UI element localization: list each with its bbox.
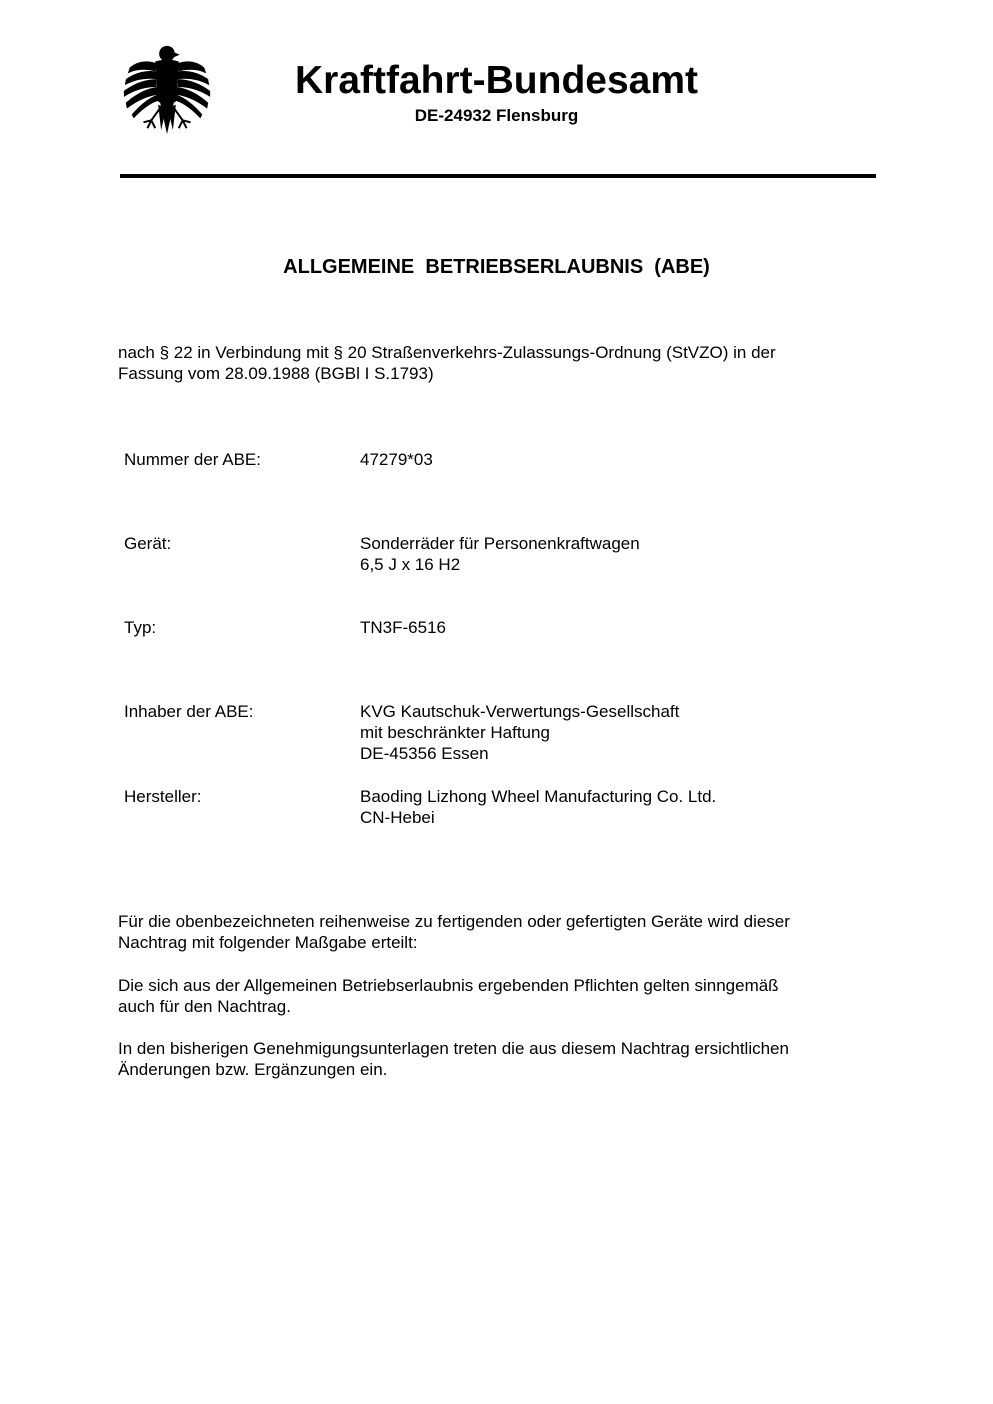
body-paragraph-line: Nachtrag mit folgender Maßgabe erteilt: [118,933,418,952]
organization-address: DE-24932 Flensburg [414,106,579,125]
device-value [360,533,640,575]
abe-number-value: 47279*03 [360,450,433,469]
manufacturer-value-line: CN-Hebei [360,808,435,827]
legal-basis-paragraph [118,342,858,384]
body-paragraph-line: auch für den Nachtrag. [118,997,291,1016]
holder-label: Inhaber der ABE: [124,702,254,721]
body-paragraph-line: In den bisherigen Genehmigungsunterlagen treten die aus diesem Nachtrag ersichtlichen [118,1039,789,1058]
body-paragraph [118,975,858,1017]
body-paragraph-line: Für die obenbezeichneten reihenweise zu fertigenden oder gefertigten Geräte wird dieser [118,912,790,931]
body-paragraph [118,911,858,953]
organization-name: Kraftfahrt-Bundesamt [294,59,699,102]
manufacturer-value-line: Baoding Lizhong Wheel Manufacturing Co. Ltd. [360,787,717,806]
legal-basis-line: Fassung vom 28.09.1988 (BGBl I S.1793) [118,364,434,383]
device-value-line: Sonderräder für Personenkraftwagen [360,534,640,553]
body-paragraph-line: Änderungen bzw. Ergänzungen ein. [118,1060,388,1079]
device-value-line: 6,5 J x 16 H2 [360,555,461,574]
holder-value-line: DE-45356 Essen [360,744,489,763]
abe-number-label: Nummer der ABE: [124,450,261,469]
holder-value-line: KVG Kautschuk-Verwertungs-Gesellschaft [360,702,680,721]
manufacturer-label: Hersteller: [124,787,202,806]
document-title: ALLGEMEINE BETRIEBSERLAUBNIS (ABE) [283,256,710,278]
legal-basis-line: nach § 22 in Verbindung mit § 20 Straßenverkehrs-Zulassungs-Ordnung (StVZO) in der [118,343,776,362]
body-paragraph-line: Die sich aus der Allgemeinen Betriebserlaubnis ergebenden Pflichten gelten sinngemäß [118,976,779,995]
holder-value-line: mit beschränkter Haftung [360,723,550,742]
type-value: TN3F-6516 [360,618,446,637]
header-divider [120,174,876,178]
type-label: Typ: [124,618,157,637]
manufacturer-value [360,786,716,828]
holder-value [360,701,679,764]
body-paragraph [118,1038,858,1080]
device-label: Gerät: [124,534,172,553]
